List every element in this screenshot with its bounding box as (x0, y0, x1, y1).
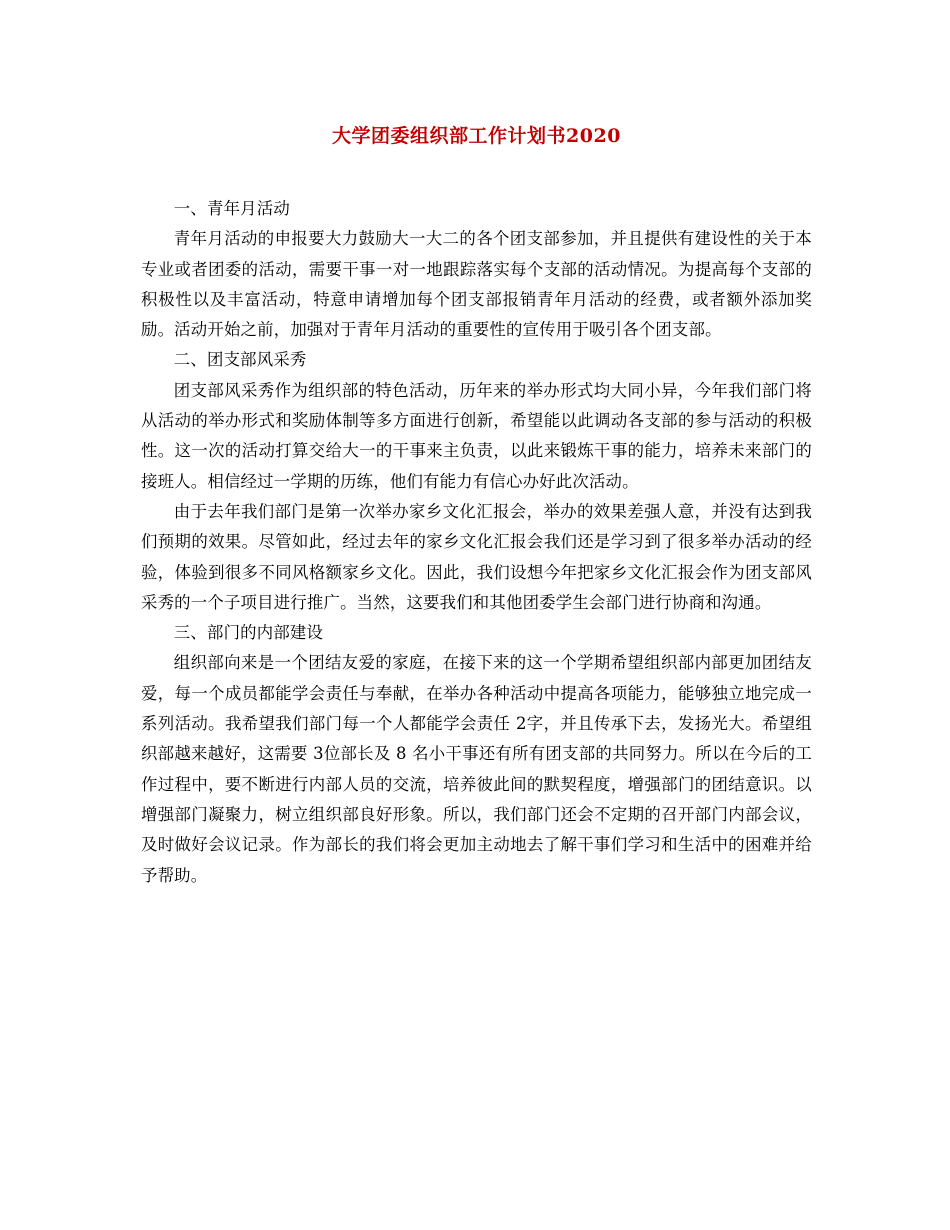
document-body (141, 194, 812, 891)
paragraph-branch-showcase: 团支部风采秀作为组织部的特色活动，历年来的举办形式均大同小异，今年我们部门将从活动的举办形式和奖励体制等多方面进行创新，希望能以此调动各支部的参与活动的积极性。这一次的活动打算交给大一的干事来主负责，以此来锻炼干事的能力，培养未来部门的接班人。相信经过一学期的历练，他们有能力有信心办好此次活动。 (141, 380, 812, 491)
section-heading-youth-month: 一、青年月活动 (173, 199, 290, 218)
paragraph-internal-building: 组织部向来是一个团结友爱的家庭，在接下来的这一个学期希望组织部内部更加团结友爱，每一个成员都能学会责任与奉献，在举办各种活动中提高各项能力，能够独立地完成一系列活动。我希望我们部门每一个人都能学会责任 2字，并且传承下去，发扬光大。希望组织部越来越好，这需要 3位部长及 8 名小干事还有所有团支部的共同努力。所以在今后的工作过程中，要不断进行内部人员的交流，培养彼此间的默契程度，增强部门的团结意识。以增强部门凝聚力，树立组织部良好形象。所以，我们部门还会不定期的召开部门内部会议，及时做好会议记录。作为部长的我们将会更加主动地去了解干事们学习和生活中的困难并给予帮助。 (141, 653, 812, 885)
section-heading-internal-building: 三、部门的内部建设 (173, 623, 324, 643)
section-heading-branch-showcase: 二、团支部风采秀 (173, 350, 307, 370)
document-title: 大学团委组织部工作计划书2020 (332, 125, 621, 147)
paragraph-youth-month: 青年月活动的申报要大力鼓励大一大二的各个团支部参加，并且提供有建设性的关于本专业或者团委的活动，需要干事一对一地跟踪落实每个支部的活动情况。为提高每个支部的积极性以及丰富活动，特意申请增加每个团支部报销青年月活动的经费，或者额外添加奖励。活动开始之前，加强对于青年月活动的重要性的宣传用于吸引各个团支部。 (141, 229, 812, 340)
paragraph-hometown-culture: 由于去年我们部门是第一次举办家乡文化汇报会，举办的效果差强人意，并没有达到我们预期的效果。尽管如此，经过去年的家乡文化汇报会我们还是学习到了很多举办活动的经验，体验到很多不同风格额家乡文化。因此，我们设想今年把家乡文化汇报会作为团支部风采秀的一个子项目进行推广。当然，这要我们和其他团委学生会部门进行协商和沟通。 (141, 501, 812, 612)
